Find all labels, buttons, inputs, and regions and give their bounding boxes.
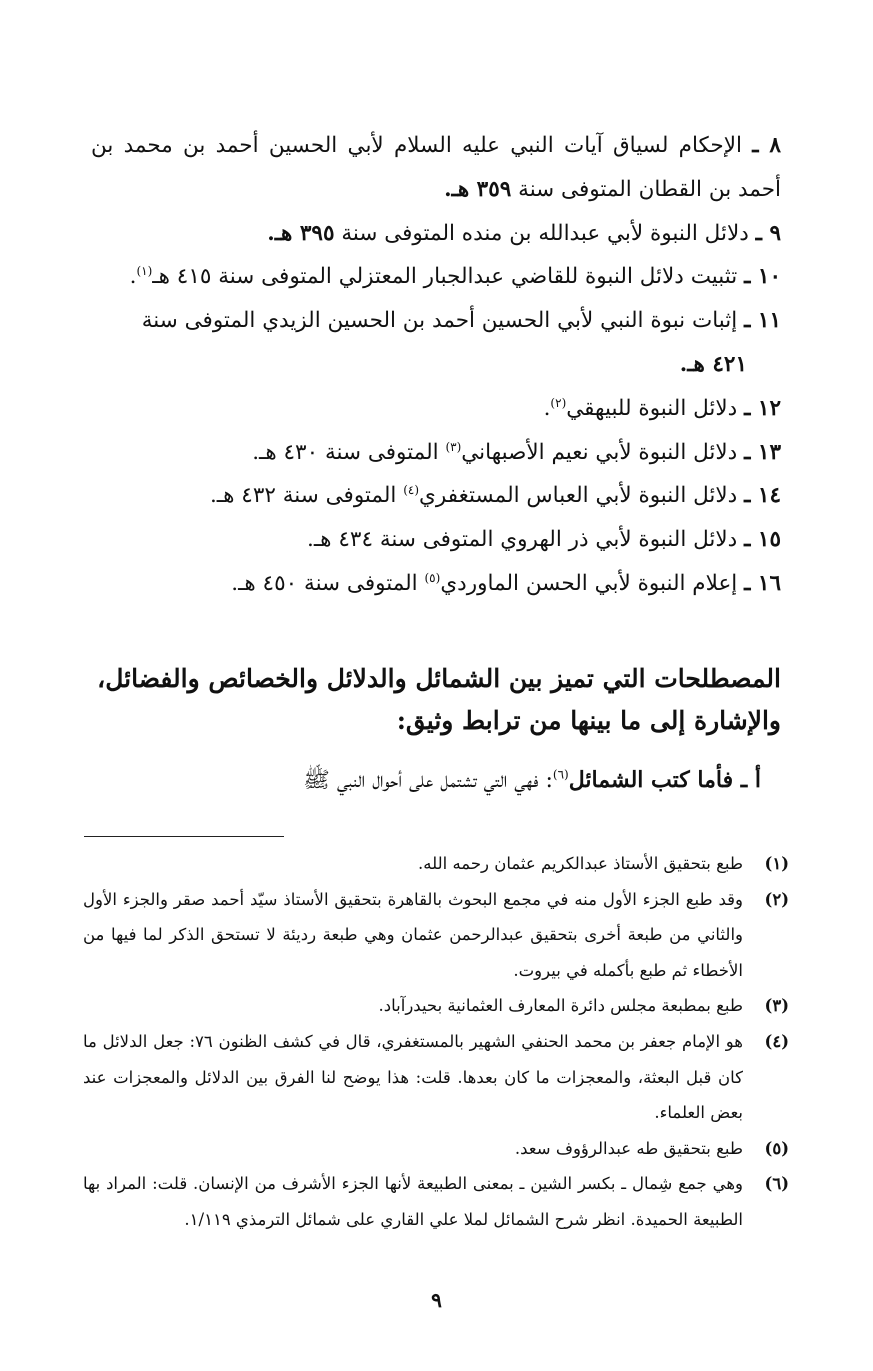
section-heading [91, 658, 781, 742]
footnote-mark: (٢) [764, 889, 789, 909]
footnote [83, 1024, 789, 1131]
intro-lead: أ ـ فأما كتب الشمائل [568, 767, 761, 793]
item-number: ١١ ـ [744, 308, 781, 334]
footnotes [83, 846, 789, 1238]
footnote-separator [84, 836, 284, 837]
item-date: ٣٩٥ هـ. [267, 220, 335, 246]
footnote-mark: (٥) [764, 1138, 789, 1158]
item-number: ١٠ ـ [744, 264, 781, 290]
item-text: تثبيت دلائل النبوة للقاضي عبدالجبار المعتزلي المتوفى سنة ٤١٥ هـ [152, 264, 738, 290]
footnote-ref: (٤) [403, 483, 420, 498]
item-text: إثبات نبوة النبي لأبي الحسين أحمد بن الحسين الزيدي المتوفى سنة [141, 308, 738, 334]
item-number: ٩ ـ [755, 220, 781, 246]
list-item [91, 255, 781, 299]
item-text-end: المتوفى سنة ٤٣٢ هـ. [209, 483, 404, 509]
item-text-end: المتوفى سنة ٤٣٠ هـ. [252, 439, 446, 465]
footnote-text: طبع بمطبعة مجلس دائرة المعارف العثمانية بحيدرآباد. [378, 996, 743, 1016]
footnote-mark: (٤) [764, 1031, 789, 1051]
list-item [91, 212, 781, 256]
list-item [91, 299, 781, 387]
footnote-ref: (٦) [552, 767, 569, 782]
item-number: ١٤ ـ [744, 483, 781, 509]
item-text: دلائل النبوة لأبي العباس المستغفري [419, 483, 738, 509]
footnote-ref: (٥) [424, 570, 441, 585]
section-heading-line-2: والإشارة إلى ما بينها من ترابط وثيق: [396, 706, 781, 735]
footnote-text: هو الإمام جعفر بن محمد الحنفي الشهير بالمستغفري، قال في كشف الظنون ٧٦: جعل الدلائل ما كان قبل البعثة، والمعجزات ما كان بعدها. قلت: هذا يوضح لنا الفرق بين الدلائل والمعجزات عند بعض العلماء. [83, 1031, 743, 1123]
list-item [91, 562, 781, 606]
page-number: ٩ [431, 1288, 442, 1312]
item-date: ٣٥٩ هـ. [444, 176, 512, 202]
item-number: ١٢ ـ [744, 395, 781, 421]
list-item [91, 518, 781, 562]
footnote [83, 882, 789, 989]
item-number: ٨ ـ [752, 133, 781, 158]
item-text: دلائل النبوة لأبي عبدالله بن منده المتوفى سنة [341, 220, 749, 246]
footnote-mark: (٦) [764, 1174, 789, 1194]
item-text: دلائل النبوة للبيهقي [566, 395, 738, 421]
footnote [83, 988, 789, 1024]
footnote [83, 1166, 789, 1237]
list-item [91, 431, 781, 475]
list-item [91, 474, 781, 518]
item-text: دلائل النبوة لأبي نعيم الأصبهاني [461, 439, 738, 465]
item-text: إعلام النبوة لأبي الحسن الماوردي [440, 570, 738, 596]
footnote-ref: (٣) [445, 439, 462, 454]
item-text-end: المتوفى سنة ٤٥٠ هـ. [231, 570, 425, 596]
item-text-end: . [543, 395, 551, 421]
item-text: دلائل النبوة لأبي ذر الهروي المتوفى سنة ٤٣٤ هـ. [307, 527, 738, 553]
item-number: ١٥ ـ [744, 527, 781, 553]
item-continuation: ٤٢١ هـ. [679, 351, 747, 377]
footnote-mark: (١) [764, 854, 789, 873]
footnote [83, 1131, 789, 1167]
list-item [91, 124, 781, 212]
section-heading-line-1: المصطلحات التي تميز بين الشمائل والدلائل والخصائص والفضائل، [97, 664, 781, 693]
footnote [83, 846, 789, 882]
item-text: الإحكام لسياق آيات النبي عليه السلام لأبي الحسين أحمد بن محمد بن أحمد بن القطان المتوفى سنة [91, 133, 781, 202]
footnote-ref: (١) [136, 264, 153, 279]
item-text-end: . [129, 264, 137, 290]
footnote-text: وهي جمع شِمال ـ بكسر الشين ـ بمعنى الطبيعة لأنها الجزء الأشرف من الإنسان. قلت: المراد بها الطبيعة الحميدة. انظر شرح الشمائل لملا علي القاري على شمائل الترمذي ١/١١٩. [83, 1174, 743, 1229]
footnote-mark: (٣) [764, 996, 789, 1016]
item-number: ١٣ ـ [744, 439, 781, 465]
footnote-text: وقد طبع الجزء الأول منه في مجمع البحوث بالقاهرة بتحقيق الأستاذ سيّد أحمد صقر والجزء الأول والثاني من طبعة أخرى بتحقيق عبدالرحمن عثمان وهي طبعة رديئة لا تستحق الذكر لما فيها من الأخطاء ثم طبع بأكمله في بيروت. [83, 889, 743, 980]
footnote-ref: (٢) [550, 395, 567, 410]
list-item [91, 387, 781, 431]
footnote-text: طبع بتحقيق الأستاذ عبدالكريم عثمان رحمه الله. [418, 854, 743, 873]
item-number: ١٦ ـ [744, 570, 781, 596]
intro-text: : فهي التي تشتمل على أحوال النبي ﷺ [303, 768, 553, 793]
book-list [91, 124, 781, 606]
footnote-text: طبع بتحقيق طه عبدالرؤوف سعد. [514, 1138, 743, 1158]
intro-paragraph [91, 760, 781, 801]
